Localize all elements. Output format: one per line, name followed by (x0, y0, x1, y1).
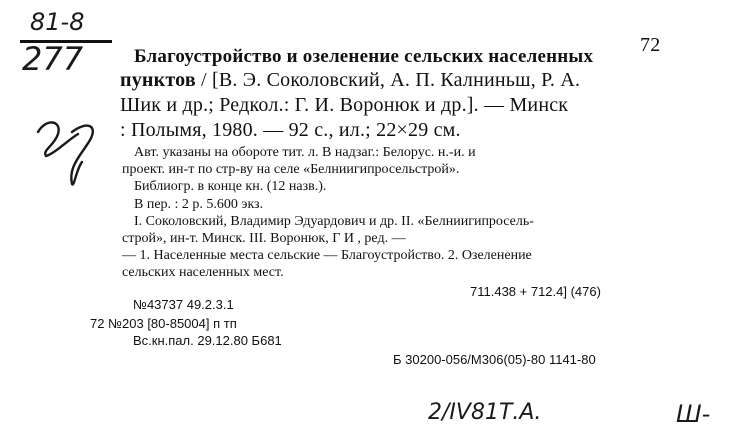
tracing-line-4: сельских населенных мест. (122, 265, 284, 280)
title-line-2-rest: / [В. Э. Соколовский, А. П. Калниньш, Р. А. (195, 69, 581, 91)
card-number: 72 (640, 34, 661, 56)
note-3: В пер. : 2 р. 5.600 экз. (134, 197, 264, 212)
entry-line-4: : Полымя, 1980. — 92 с., ил.; 22×29 см. (120, 119, 461, 141)
handwritten-mark-icon (32, 110, 112, 190)
tracing-line-3: — 1. Населенные места сельские — Благоустройство. 2. Озеленение (122, 248, 532, 263)
note-2: Библиогр. в конце кн. (12 назв.). (134, 179, 327, 194)
title-line-2 (120, 69, 580, 92)
note-1-line-1: Авт. указаны на обороте тит. л. В надзаг.: Белорус. н.-и. и (134, 145, 476, 160)
entry-line-3: Шик и др.; Редкол.: Г. И. Воронюк и др.]. — Минск (120, 94, 569, 116)
tracing-line-2: строй», ин-т. Минск. III. Воронюк, Г И , ред. — (122, 231, 406, 246)
order-number: 72 №203 [80-85004] п тп (90, 316, 237, 331)
handwritten-shelfmark-top: 81-8 (30, 8, 85, 36)
classification-number: 711.438 + 712.4] (476) (470, 284, 601, 299)
tracing-line-1: I. Соколовский, Владимир Эдуардович и др. II. «Белниигипросель- (134, 214, 534, 229)
record-number: №43737 49.2.3.1 (133, 297, 234, 312)
handwritten-initials: Ш- (676, 400, 711, 428)
title-line-1: Благоустройство и озеленение сельских населенных (134, 46, 594, 67)
note-1-line-2: проект. ин-т по стр-ву на селе «Белниигипросельстрой». (122, 162, 460, 177)
publication-index: Б 30200-056/М306(05)-80 1141-80 (393, 352, 596, 367)
handwritten-date-note: 2/IV81Т.А. (428, 400, 542, 425)
chamber-stamp: Вс.кн.пал. 29.12.80 Б681 (133, 333, 282, 348)
handwritten-shelfmark-bottom: 277 (22, 40, 84, 78)
title-line-2-bold: пунктов (120, 69, 196, 91)
